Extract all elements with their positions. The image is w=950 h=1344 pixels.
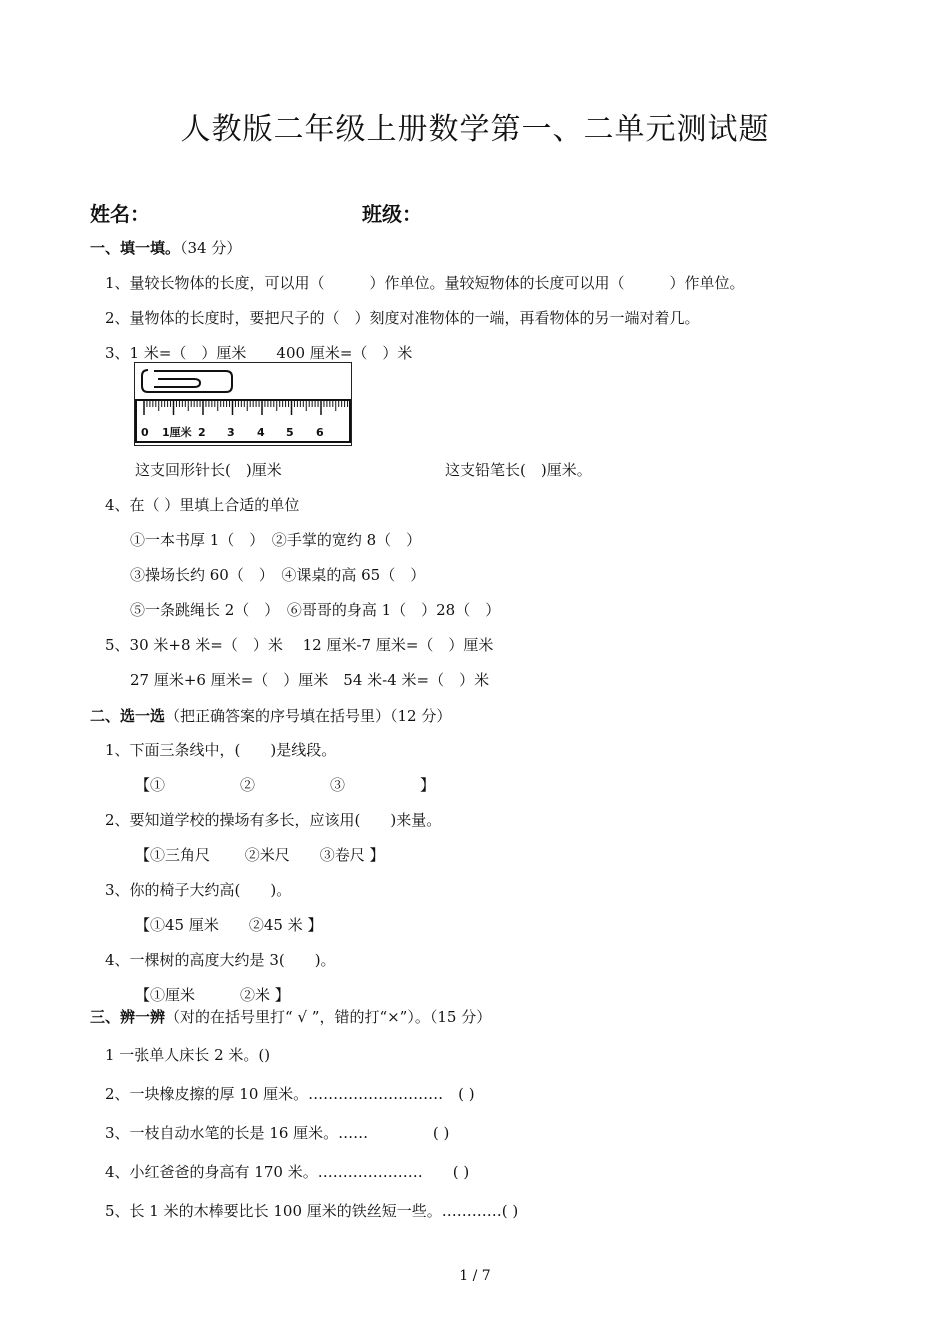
s3-question-2: 2、一块橡皮擦的厚 10 厘米。……………………… ( ) xyxy=(105,1085,475,1103)
s2-q1-options: 【① ② ③ 】 xyxy=(135,776,436,794)
s1-q4-row-1: ①一本书厚 1（ ） ②手掌的宽约 8（ ） xyxy=(130,531,422,549)
section-2-heading xyxy=(90,705,451,726)
section-1-heading xyxy=(90,237,241,258)
ruler-label-0: 0 xyxy=(141,426,149,439)
s1-q5-row-2: 27 厘米+6 厘米=（ ）厘米 54 米-4 米=（ ）米 xyxy=(130,671,490,689)
page-number: 1 / 7 xyxy=(459,1268,491,1284)
s2-question-2: 2、要知道学校的操场有多长，应该用( )来量。 xyxy=(105,811,442,829)
s3-question-4: 4、小红爸爸的身高有 170 米。………………… ( ) xyxy=(105,1163,470,1181)
s2-q3-options: 【①45 厘米 ②45 米 】 xyxy=(135,916,323,934)
ruler-label-5: 5 xyxy=(286,426,294,439)
ruler-figure xyxy=(134,362,352,446)
s1-q3-pencil: 这支铅笔长( )厘米。 xyxy=(445,461,592,479)
section-2-note: （把正确答案的序号填在括号里）（12 分） xyxy=(165,707,452,725)
ruler-label-6: 6 xyxy=(316,426,324,439)
s1-question-2: 2、量物体的长度时，要把尺子的（ ）刻度对准物体的一端，再看物体的另一端对着几。 xyxy=(105,309,700,327)
ruler-label-3: 3 xyxy=(227,426,235,439)
s2-q2-options: 【①三角尺 ②米尺 ③卷尺 】 xyxy=(135,846,385,864)
section-3-title: 三、辨一辨 xyxy=(90,1008,166,1026)
ruler-diagram xyxy=(134,362,352,446)
s2-question-1: 1、下面三条线中，( )是线段。 xyxy=(105,741,337,759)
ruler-label-1: 1厘米 xyxy=(162,426,192,439)
paperclip-icon xyxy=(142,370,232,392)
s3-question-3: 3、一枝自动水笔的长是 16 厘米。…… ( ) xyxy=(105,1124,450,1142)
section-1-title: 一、填一填。 xyxy=(90,239,181,257)
s1-question-5: 5、30 米+8 米=（ ）米 12 厘米-7 厘米=（ ）厘米 xyxy=(105,636,494,654)
s2-question-3: 3、你的椅子大约高( )。 xyxy=(105,881,292,899)
section-1-score: （34 分） xyxy=(180,239,242,257)
s1-q3-paperclip: 这支回形针长( )厘米 xyxy=(135,461,282,479)
s2-question-4: 4、一棵树的高度大约是 3( )。 xyxy=(105,951,336,969)
s1-q4-row-3: ⑤一条跳绳长 2（ ） ⑥哥哥的身高 1（ ）28（ ） xyxy=(130,601,501,619)
s1-question-3: 3、1 米=（ ）厘米 400 厘米=（ ）米 xyxy=(105,344,413,362)
s1-question-1: 1、量较长物体的长度，可以用（ ）作单位。量较短物体的长度可以用（ ）作单位。 xyxy=(105,274,745,292)
ruler-label-2: 2 xyxy=(198,426,206,439)
name-label: 姓名： xyxy=(90,202,150,226)
page-title: 人教版二年级上册数学第一、二单元测试题 xyxy=(180,112,770,147)
class-label: 班级： xyxy=(362,202,422,226)
s3-question-5: 5、长 1 米的木棒要比长 100 厘米的铁丝短一些。…………( ) xyxy=(105,1202,519,1220)
s1-question-4: 4、在（ ）里填上合适的单位 xyxy=(105,496,300,514)
section-3-heading xyxy=(90,1006,491,1027)
s1-q4-row-2: ③操场长约 60（ ） ④课桌的高 65（ ） xyxy=(130,566,426,584)
s3-question-1: 1 一张单人床长 2 米。() xyxy=(105,1046,271,1064)
section-2-title: 二、选一选 xyxy=(90,707,166,725)
s2-q4-options: 【①厘米 ②米 】 xyxy=(135,986,290,1004)
section-3-note: （对的在括号里打“ √ ”，错的打“×”）。（15 分） xyxy=(165,1008,492,1026)
ruler-label-4: 4 xyxy=(257,426,265,439)
